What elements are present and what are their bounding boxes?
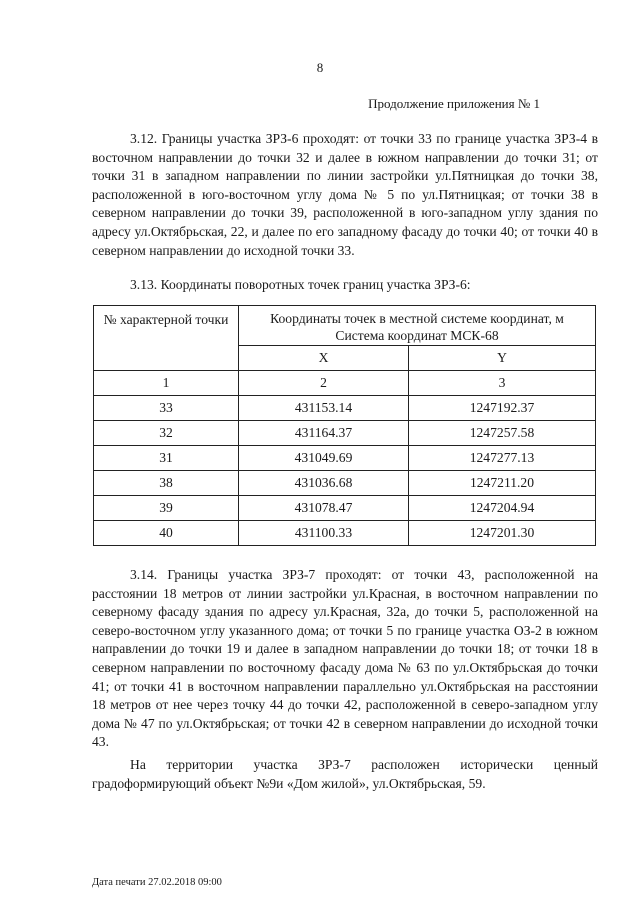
appendix-label: Продолжение приложения № 1 (368, 96, 540, 111)
y-cell: 1247211.20 (409, 471, 596, 496)
print-date-footer: Дата печати 27.02.2018 09:00 (92, 877, 222, 888)
numbering-cell: 3 (409, 371, 596, 396)
point-cell: 39 (94, 496, 239, 521)
header-coordinates-line2: Система координат МСК-68 (335, 327, 499, 343)
numbering-cell: 1 (94, 371, 239, 396)
table-header-row (94, 306, 596, 346)
table-row (94, 396, 596, 421)
y-cell: 1247192.37 (409, 396, 596, 421)
x-cell: 431078.47 (239, 496, 409, 521)
x-cell: 431049.69 (239, 446, 409, 471)
header-x: X (239, 346, 409, 371)
paragraph-3-14: 3.14. Границы участка ЗРЗ-7 проходят: от точки 43, расположенной на расстоянии 18 метров от линии застройки ул.Красная, в восточном направлении по северному фасаду здания по адресу ул.Красная, 32а, до точки 5, расположенной на северо-восточном углу указанного дома; от точки 5 по границе участка ОЗ-2 в южном направлении до точки 19 и далее в западном направлении до точки 18; от точки 18 в северном направлении по восточному фасаду дома № 63 по ул.Октябрьская до точки 41; от точки 41 в восточном направлении параллельно ул.Октябрьская на расстоянии 18 метров от нее через точку 44 до точки 42, расположенной в северо-западном углу дома № 47 по ул.Октябрьская; от точки 42 в северном направлении до исходной точки 43. (92, 567, 598, 750)
table-row (94, 496, 596, 521)
x-cell: 431036.68 (239, 471, 409, 496)
page-number: 8 (316, 60, 324, 75)
x-cell: 431164.37 (239, 421, 409, 446)
x-cell: 431100.33 (239, 521, 409, 546)
point-cell: 38 (94, 471, 239, 496)
numbering-cell: 2 (239, 371, 409, 396)
x-cell: 431153.14 (239, 396, 409, 421)
point-cell: 32 (94, 421, 239, 446)
table-row (94, 521, 596, 546)
y-cell: 1247204.94 (409, 496, 596, 521)
table-numbering-row (94, 371, 596, 396)
paragraph-3-15: На территории участка ЗРЗ-7 расположен исторически ценный градоформирующий объект №9и «Дом жилой», ул.Октябрьская, 59. (92, 757, 598, 791)
point-cell: 33 (94, 396, 239, 421)
header-point-number: № характерной точки (94, 306, 239, 371)
paragraph-3-12: 3.12. Границы участка ЗРЗ-6 проходят: от точки 33 по границе участка ЗРЗ-4 в восточном направлении до точки 32 и далее в южном направлении до точки 31; от точки 31 в западном направлении по линии застройки ул.Пятницкая до точки 38, расположенной в юго-восточном углу дома № 5 по ул.Пятницкая; от точки 38 в северном направлении до точки 39, расположенной в юго-западном углу здания по адресу ул.Октябрьская, 22, и далее по его западному фасаду до точки 40; от точки 40 в северном направлении до исходной точки 33. (92, 131, 598, 258)
header-y: Y (409, 346, 596, 371)
point-cell: 40 (94, 521, 239, 546)
y-cell: 1247277.13 (409, 446, 596, 471)
header-coordinates (239, 306, 596, 346)
y-cell: 1247201.30 (409, 521, 596, 546)
coordinates-table (93, 305, 596, 546)
paragraph-3-13: 3.13. Координаты поворотных точек границ участка ЗРЗ-6: (130, 277, 471, 292)
table-row (94, 471, 596, 496)
y-cell: 1247257.58 (409, 421, 596, 446)
header-coordinates-line1: Координаты точек в местной системе координат, м (270, 310, 564, 326)
table-row (94, 421, 596, 446)
point-cell: 31 (94, 446, 239, 471)
table-row (94, 446, 596, 471)
